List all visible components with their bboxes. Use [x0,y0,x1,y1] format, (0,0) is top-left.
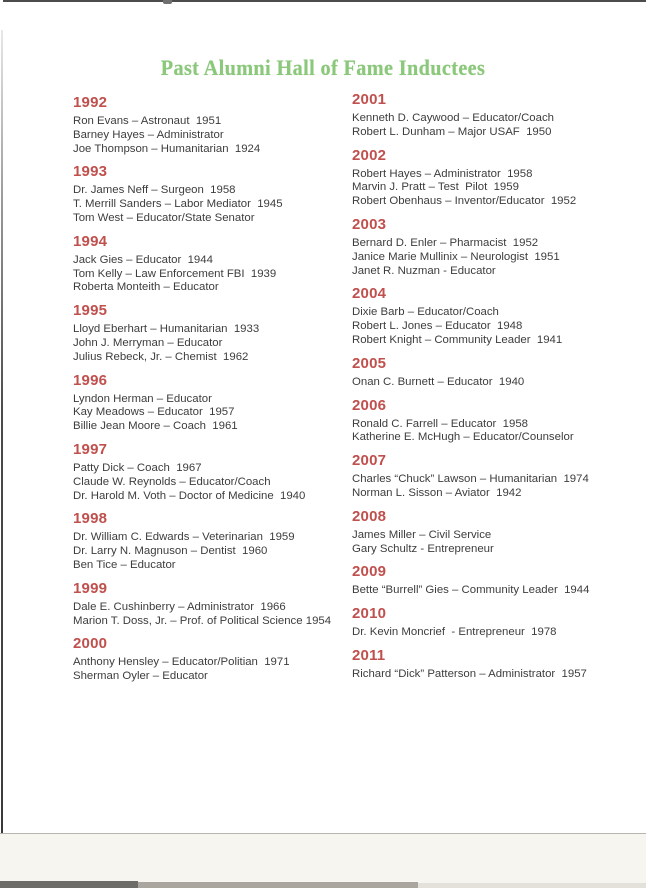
inductee-entry: Dr. Larry N. Magnuson – Dentist 1960 [73,545,268,558]
year-heading: 1992 [73,94,108,111]
year-heading: 2003 [352,215,387,233]
inductee-entry: Charles “Chuck” Lawson – Humanitarian 1974 [352,473,589,486]
inductee-entry: Dr. Kevin Moncrief - Entrepreneur 1978 [352,626,557,639]
year-section-2009 [352,564,637,598]
inductee-entry: Richard “Dick” Patterson – Administrator 1957 [352,667,587,680]
inductee-entry: Tom Kelly – Law Enforcement FBI 1939 [73,267,277,280]
year-heading: 2002 [352,146,387,164]
scan-bottom-strip-mid [138,882,418,888]
inductee-entry: Dr. Harold M. Voth – Doctor of Medicine 1940 [73,489,306,502]
scan-speck-artifact [163,0,172,4]
year-section-1992 [73,95,358,156]
inductee-entry: Joe Thompson – Humanitarian 1924 [73,142,261,155]
left-year-column [73,95,358,684]
year-section-2002 [352,148,637,209]
year-section-2000 [73,636,358,684]
year-section-1994 [73,234,358,295]
year-heading: 2004 [352,285,387,303]
inductee-entry: John J. Merryman – Educator [73,336,223,349]
inductee-entry: Robert L. Dunham – Major USAF 1950 [352,125,552,138]
year-section-2011 [352,648,637,682]
inductee-entry: Robert Knight – Community Leader 1941 [352,333,563,346]
inductee-entry: Ronald C. Farrell – Educator 1958 [352,417,529,430]
inductee-entry: Dale E. Cushinberry – Administrator 1966 [73,600,286,613]
scanner-background [0,834,646,888]
inductee-entry: Julius Rebeck, Jr. – Chemist 1962 [73,350,249,363]
year-heading: 1994 [73,232,108,250]
inductee-entry: Janet R. Nuzman - Educator [352,264,496,277]
year-heading: 2001 [352,91,387,108]
inductee-entry: Jack Gies – Educator 1944 [73,253,213,266]
year-heading: 2008 [352,507,387,525]
year-section-2001 [352,92,637,140]
page-title: Past Alumni Hall of Fame Inductees [160,55,486,80]
year-heading: 2006 [352,396,387,414]
inductee-entry: Lyndon Herman – Educator [73,392,212,405]
inductee-entry: Gary Schultz - Entrepreneur [352,542,494,555]
inductee-entry: Ron Evans – Astronaut 1951 [73,115,222,127]
year-section-2007 [352,453,637,501]
year-heading: 2011 [352,646,386,664]
inductee-entry: Robert Obenhaus – Inventor/Educator 1952 [352,195,577,208]
year-section-2008 [352,509,637,557]
scan-bottom-strip-dark [0,881,138,888]
inductee-entry: Dr. William C. Edwards – Veterinarian 1959 [73,531,295,544]
year-heading: 1998 [73,510,108,528]
inductee-entry: Bette “Burrell” Gies – Community Leader 1944 [352,584,590,597]
year-heading: 2010 [352,605,387,623]
inductee-entry: Kenneth D. Caywood – Educator/Coach [352,112,554,124]
year-section-1996 [73,373,358,434]
year-section-1995 [73,303,358,364]
scan-bottom-strip-faint [418,883,646,888]
right-year-column [352,92,637,682]
year-section-2010 [352,606,637,640]
inductee-entry: Roberta Monteith – Educator [73,281,219,294]
inductee-entry: Marion T. Doss, Jr. – Prof. of Political Science 1954 [73,614,332,627]
inductee-entry: Anthony Hensley – Educator/Politian 1971 [73,656,290,669]
year-section-2005 [352,356,637,390]
year-section-1998 [73,511,358,572]
year-heading: 2009 [352,563,387,581]
inductee-entry: Katherine E. McHugh – Educator/Counselor [352,431,574,444]
inductee-entry: Janice Marie Mullinix – Neurologist 1951 [352,250,560,263]
year-section-1993 [73,164,358,225]
year-section-1997 [73,442,358,503]
inductee-entry: James Miller – Civil Service [352,528,492,541]
inductee-entry: Kay Meadows – Educator 1957 [73,406,235,419]
scan-top-edge-artifact [3,0,646,2]
inductee-entry: Barney Hayes – Administrator [73,128,224,141]
year-heading: 1996 [73,371,108,389]
inductee-entry: Robert L. Jones – Educator 1948 [352,320,523,333]
inductee-entry: Robert Hayes – Administrator 1958 [352,167,533,180]
inductee-entry: Patty Dick – Coach 1967 [73,461,202,474]
inductee-entry: Dr. James Neff – Surgeon 1958 [73,184,236,197]
year-heading: 1999 [73,579,108,597]
year-section-1999 [73,581,358,629]
inductee-entry: Onan C. Burnett – Educator 1940 [352,375,525,388]
inductee-entry: Ben Tice – Educator [73,558,176,571]
inductee-entry: Lloyd Eberhart – Humanitarian 1933 [73,323,260,336]
year-section-2003 [352,217,637,278]
year-section-2004 [352,286,637,347]
inductee-entry: Billie Jean Moore – Coach 1961 [73,420,238,433]
year-section-2006 [352,398,637,446]
inductee-entry: Sherman Oyler – Educator [73,670,208,683]
year-heading: 1997 [73,440,108,458]
year-heading: 1995 [73,302,108,320]
inductee-entry: Dixie Barb – Educator/Coach [352,306,499,319]
inductee-entry: Bernard D. Enler – Pharmacist 1952 [352,236,539,249]
year-heading: 1993 [73,163,108,181]
inductee-entry: Marvin J. Pratt – Test Pilot 1959 [352,181,519,194]
year-heading: 2007 [352,452,387,470]
inductee-entry: Claude W. Reynolds – Educator/Coach [73,475,271,488]
year-heading: 2000 [73,635,108,653]
inductee-entry: T. Merrill Sanders – Labor Mediator 1945 [73,198,283,211]
inductee-entry: Norman L. Sisson – Aviator 1942 [352,486,522,499]
scan-left-edge-artifact [1,30,3,882]
inductee-entry: Tom West – Educator/State Senator [73,211,255,224]
year-heading: 2005 [352,354,387,372]
